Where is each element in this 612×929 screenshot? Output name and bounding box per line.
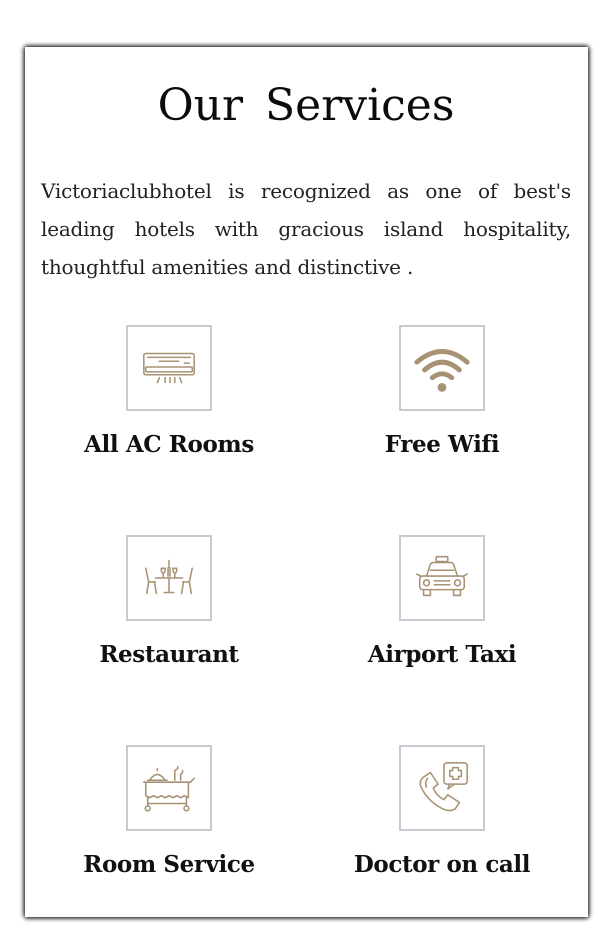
service-item-room-service[interactable] [39,745,299,895]
service-label: Free Wifi [384,431,500,458]
service-icon-frame [399,745,485,831]
restaurant-icon [138,547,200,609]
service-label: All AC Rooms [84,431,254,458]
service-label: Restaurant [99,641,239,668]
service-icon-frame [399,325,485,411]
page-title: Our Services [157,80,455,131]
taxi-icon [411,547,473,609]
service-item-doctor-on-call[interactable] [312,745,572,895]
service-item-airport-taxi[interactable] [312,535,572,685]
air-conditioner-icon [138,337,200,399]
service-item-free-wifi[interactable] [312,325,572,475]
service-item-restaurant[interactable] [39,535,299,685]
service-icon-frame [126,325,212,411]
doctor-call-icon [411,757,473,819]
service-icon-frame [126,745,212,831]
intro-paragraph: Victoriaclubhotel is recognized as one of best's leading hotels with gracious island hospitality, thoughtful amenities and distinctive . [41,179,571,279]
service-label: Doctor on call [353,851,531,878]
wifi-icon [411,337,473,399]
service-icon-frame [126,535,212,621]
room-service-trolley-icon [138,757,200,819]
service-label: Room Service [83,851,255,878]
service-icon-frame [399,535,485,621]
service-item-ac-rooms[interactable] [39,325,299,475]
service-label: Airport Taxi [367,641,517,668]
